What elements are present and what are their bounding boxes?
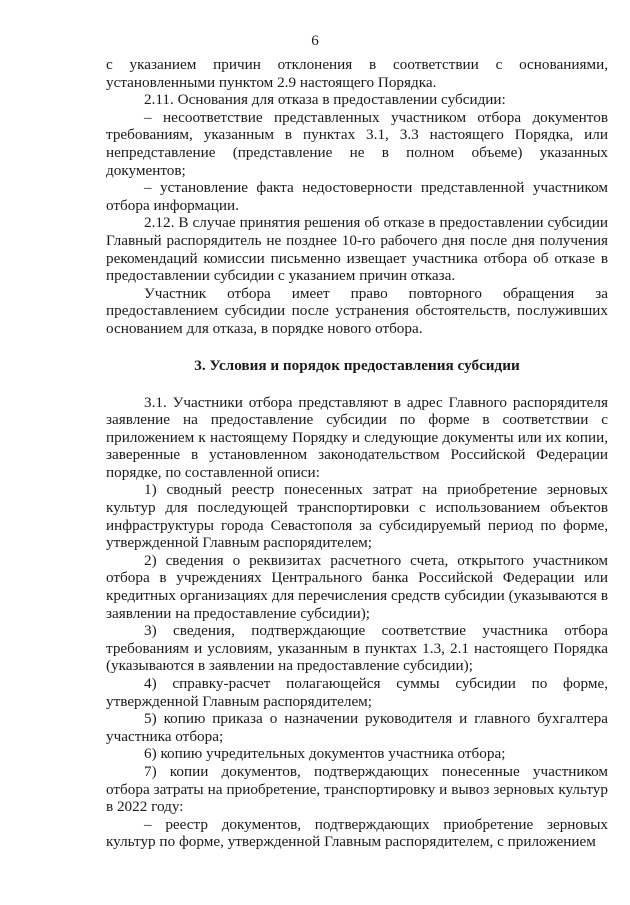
paragraph-2-12: 2.12. В случае принятия решения об отказе в предоставлении субсидии Главный распорядитель не позднее 10-го рабочего дня после дня получения рекомендаций комиссии письменно извещает участника отбора об отказе в предоставлении субсидии с указанием причин отказа. xyxy=(106,214,608,285)
section-heading: 3. Условия и порядок предоставления субсидии xyxy=(194,356,520,374)
list-item-3: 3) сведения, подтверждающие соответствие участника отбора требованиям и условиям, указанным в пунктах 1.3, 2.1 настоящего Порядка (указываются в заявлении на предоставление субсидии); xyxy=(106,622,608,675)
list-item-7: 7) копии документов, подтверждающих понесенные участником отбора затраты на приобретение, транспортировку и вывоз зерновых культур в 2022 году: xyxy=(106,762,608,816)
list-item-4: 4) справку-расчет полагающейся суммы субсидии по форме, утвержденной Главным распорядителем; xyxy=(106,675,608,710)
list-item-1: 1) сводный реестр понесенных затрат на приобретение зерновых культур для последующей транспортировки с использованием объектов инфраструктуры города Севастополя за субсидируемый период по форме, утвержденной Главным распорядителем; xyxy=(106,481,608,552)
paragraph-2-11: 2.11. Основания для отказа в предоставлении субсидии: xyxy=(144,91,506,109)
list-item-6: 6) копию учредительных документов участника отбора; xyxy=(144,745,506,763)
list-item-2: 2) сведения о реквизитах расчетного счета, открытого участником отбора в учреждениях Центрального банка Российской Федерации или кредитных организациях для перечисления средств субсидии (указываются в заявлении на предоставление субсидии); xyxy=(106,551,608,622)
list-item-refusal-ground-1: – несоответствие представленных участником отбора документов требованиям, указанным в пунктах 3.1, 3.3 настоящего Порядка, или непредставление (представление не в полном объеме) указанных документов; xyxy=(106,108,608,179)
list-subitem-registry: – реестр документов, подтверждающих приобретение зерновых культур по форме, утвержденной Главным распорядителем, с приложением xyxy=(106,815,608,851)
list-item-refusal-ground-2: – установление факта недостоверности представленной участником отбора информации. xyxy=(106,179,608,214)
paragraph-3-1: 3.1. Участники отбора представляют в адрес Главного распорядителя заявление на предоставление субсидии по форме в соответствии с приложением к настоящему Порядку и следующие документы или их копии, заверенные в установленном законодательством Российской Федерации порядке, по составленной описи: xyxy=(106,393,608,481)
paragraph-continuation: с указанием причин отклонения в соответствии с основаниями, установленными пунктом 2.9 настоящего Порядка. xyxy=(106,56,608,91)
document-body xyxy=(106,56,608,851)
paragraph-reapplication: Участник отбора имеет право повторного обращения за предоставлением субсидии после устранения обстоятельств, послуживших основанием для отказа, в порядке нового отбора. xyxy=(106,284,608,337)
page-number: 6 xyxy=(311,33,319,49)
list-item-5: 5) копию приказа о назначении руководителя и главного бухгалтера участника отбора; xyxy=(106,710,608,745)
